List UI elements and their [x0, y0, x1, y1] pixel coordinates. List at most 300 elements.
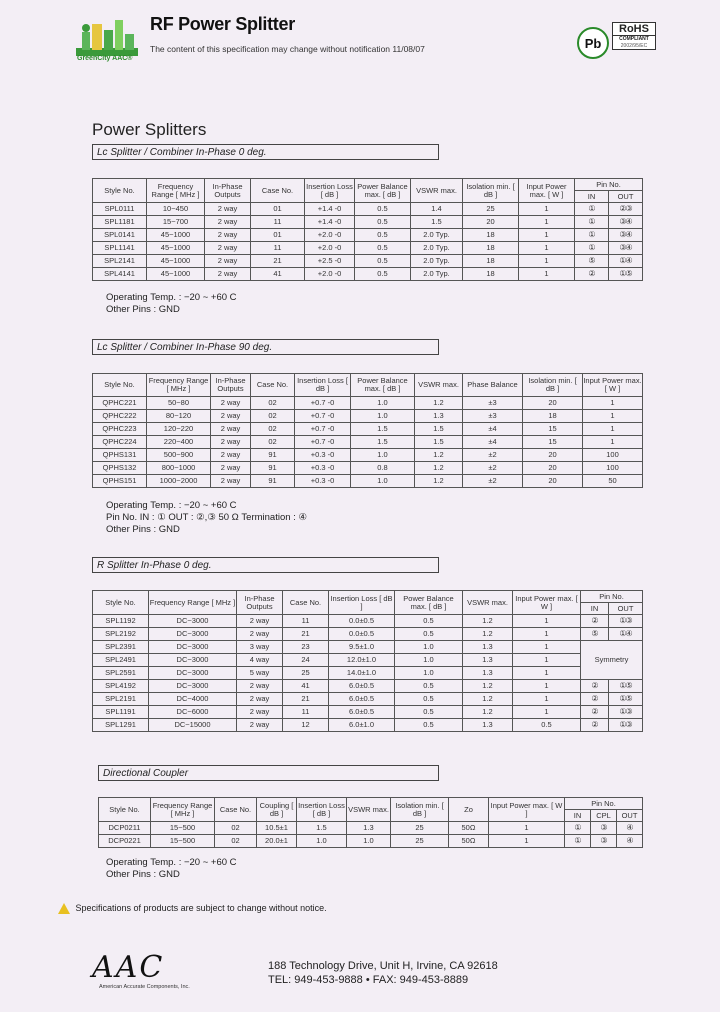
table-cell: DC~3000 — [149, 615, 237, 628]
table-cell: 2 way — [237, 615, 283, 628]
header-cell: Phase Balance — [463, 374, 523, 397]
table-cell: 1.2 — [463, 680, 513, 693]
table-cell: 2 way — [205, 229, 251, 242]
table-cell: 2 way — [211, 423, 251, 436]
table-cell: +1.4 -0 — [305, 203, 355, 216]
table-cell: 18 — [463, 229, 519, 242]
table-cell: 6.0±1.0 — [329, 719, 395, 732]
table-cell: 20 — [523, 475, 583, 488]
table-cell: 1 — [513, 628, 581, 641]
header-cell: Style No. — [93, 591, 149, 615]
table-row — [93, 667, 643, 680]
table-cell: 1.3 — [347, 822, 391, 835]
header-cell: Isolation min. [ dB ] — [463, 179, 519, 203]
table-cell: 15~700 — [147, 216, 205, 229]
header-cell: Case No. — [215, 798, 257, 822]
table-cell: ③ — [591, 835, 617, 848]
table-cell: ② — [581, 706, 609, 719]
table-cell: 2 way — [211, 449, 251, 462]
table-cell: 0.5 — [395, 615, 463, 628]
table-row — [93, 397, 643, 410]
symmetry-cell: Symmetry — [581, 641, 643, 680]
table-cell: 6.0±0.5 — [329, 680, 395, 693]
table-cell: 120~220 — [147, 423, 211, 436]
table-cell: 2.0 Typ. — [411, 255, 463, 268]
table-cell: SPL1192 — [93, 615, 149, 628]
table-cell: 24 — [283, 654, 329, 667]
table-cell: SPL1191 — [93, 706, 149, 719]
header-cell: OUT — [609, 191, 643, 203]
table-cell: 1 — [519, 229, 575, 242]
table-cell: 1 — [583, 397, 643, 410]
table-row — [93, 216, 643, 229]
svg-text:Pb: Pb — [584, 36, 602, 51]
table-cell: 0.5 — [355, 203, 411, 216]
table-cell: SPL0141 — [93, 229, 147, 242]
table-cell: 10~450 — [147, 203, 205, 216]
table-cell: QPHC224 — [93, 436, 147, 449]
table-cell: 18 — [463, 255, 519, 268]
table-cell: 1.0 — [351, 410, 415, 423]
table-cell: 6.0±0.5 — [329, 693, 395, 706]
s1-note-pins: Other Pins : GND — [106, 304, 180, 315]
table-cell: DC~6000 — [149, 706, 237, 719]
header-cell: Insertion Loss [ dB ] — [295, 374, 351, 397]
table-cell: 0.5 — [395, 719, 463, 732]
table-cell: SPL2391 — [93, 641, 149, 654]
table-header-row — [93, 591, 643, 603]
table-cell: SPL2141 — [93, 255, 147, 268]
table-cell: 91 — [251, 462, 295, 475]
table-cell: 500~900 — [147, 449, 211, 462]
table-cell: 02 — [251, 436, 295, 449]
table-cell: 2 way — [237, 693, 283, 706]
table-cell: DCP0211 — [99, 822, 151, 835]
header-cell: Pin No. — [581, 591, 643, 603]
table-cell: SPL4192 — [93, 680, 149, 693]
table-row — [93, 229, 643, 242]
table-cell: +0.7 -0 — [295, 436, 351, 449]
table-cell: 1 — [513, 641, 581, 654]
table-row — [93, 449, 643, 462]
table-cell: ④ — [617, 822, 643, 835]
header-cell: Insertion Loss [ dB ] — [329, 591, 395, 615]
table-cell: ①⑤ — [609, 268, 643, 281]
table-cell: 18 — [523, 410, 583, 423]
table-cell: ±4 — [463, 423, 523, 436]
table-cell: 01 — [251, 229, 305, 242]
table-cell: DC~3000 — [149, 654, 237, 667]
table-cell: ①③ — [609, 615, 643, 628]
table-cell: 25 — [391, 835, 449, 848]
rohs-directive: 2002/95/EC — [620, 43, 648, 49]
section-title-directional-coupler: Directional Coupler — [98, 765, 439, 781]
table-cell: 18 — [463, 268, 519, 281]
header-cell: Case No. — [283, 591, 329, 615]
table-row — [93, 641, 643, 654]
table-cell: 11 — [283, 615, 329, 628]
table-cell: 100 — [583, 449, 643, 462]
table-cell: 91 — [251, 449, 295, 462]
table-cell: SPL1291 — [93, 719, 149, 732]
table-cell: 1 — [583, 423, 643, 436]
page-title: Power Splitters — [92, 120, 207, 139]
table-cell: 14.0±1.0 — [329, 667, 395, 680]
header-cell: OUT — [609, 603, 643, 615]
table-cell: QPHS131 — [93, 449, 147, 462]
rohs-badge — [612, 22, 656, 50]
table-cell: 20 — [523, 397, 583, 410]
table-cell: 1 — [519, 242, 575, 255]
table-cell: 5 way — [237, 667, 283, 680]
table-cell: 9.5±1.0 — [329, 641, 395, 654]
s4-note-pins: Other Pins : GND — [106, 869, 180, 880]
table-cell: 0.5 — [355, 242, 411, 255]
table-cell: ±3 — [463, 397, 523, 410]
table-cell: ① — [575, 216, 609, 229]
table-cell: ±4 — [463, 436, 523, 449]
header-cell: Power Balance max. [ dB ] — [355, 179, 411, 203]
table-cell: +0.3 -0 — [295, 475, 351, 488]
header-cell: Frequency Range [ MHz ] — [147, 179, 205, 203]
table-cell: 02 — [215, 835, 257, 848]
logo-text: GreenCity AAC® — [77, 55, 133, 62]
table-cell: +0.3 -0 — [295, 449, 351, 462]
table-cell: ④ — [617, 835, 643, 848]
table-cell: 2 way — [211, 410, 251, 423]
table-cell: 18 — [463, 242, 519, 255]
table-cell: 1 — [489, 822, 565, 835]
table-cell: 45~1000 — [147, 229, 205, 242]
table-cell: 11 — [283, 706, 329, 719]
header-cell: Coupling [ dB ] — [257, 798, 297, 822]
header-cell: Pin No. — [565, 798, 643, 810]
table-cell: ①④ — [609, 255, 643, 268]
table-cell: QPHC221 — [93, 397, 147, 410]
table-cell: 41 — [251, 268, 305, 281]
table-cell: 23 — [283, 641, 329, 654]
table-cell: +2.5 -0 — [305, 255, 355, 268]
section-title-lc-inphase-0: Lc Splitter / Combiner In-Phase 0 deg. — [92, 144, 439, 160]
table-cell: +1.4 -0 — [305, 216, 355, 229]
table-cell: 1.2 — [463, 693, 513, 706]
table-cell: 10.5±1 — [257, 822, 297, 835]
table-cell: ①④ — [609, 628, 643, 641]
table-cell: 1.0 — [395, 641, 463, 654]
table-cell: 20.0±1 — [257, 835, 297, 848]
table-cell: 1.3 — [415, 410, 463, 423]
table-cell: 1 — [519, 216, 575, 229]
table-cell: 0.5 — [355, 216, 411, 229]
aac-brand-subtitle: American Accurate Components, Inc. — [99, 984, 190, 990]
table-cell: +0.7 -0 — [295, 410, 351, 423]
section-title-lc-inphase-90: Lc Splitter / Combiner In-Phase 90 deg. — [92, 339, 439, 355]
table-cell: ③④ — [609, 242, 643, 255]
table-cell: ② — [581, 719, 609, 732]
header-cell: CPL — [591, 810, 617, 822]
company-address: 188 Technology Drive, Unit H, Irvine, CA 92618 — [268, 960, 498, 972]
table-cell: 1.3 — [463, 719, 513, 732]
table-row — [93, 475, 643, 488]
header-cell: Style No. — [99, 798, 151, 822]
table-cell: QPHC223 — [93, 423, 147, 436]
header-cell: Zo — [449, 798, 489, 822]
table-cell: 1 — [513, 654, 581, 667]
table-cell: 1 — [519, 203, 575, 216]
table-cell: 1.2 — [463, 615, 513, 628]
table-row — [93, 615, 643, 628]
table-cell: 2 way — [211, 397, 251, 410]
table-cell: 25 — [391, 822, 449, 835]
table-cell: ③ — [591, 822, 617, 835]
table-cell: 15 — [523, 423, 583, 436]
table-row — [93, 255, 643, 268]
table-cell: ±2 — [463, 449, 523, 462]
table-cell: 45~1000 — [147, 268, 205, 281]
table-cell: 15 — [523, 436, 583, 449]
table-cell: 1 — [513, 693, 581, 706]
table-cell: ① — [565, 835, 591, 848]
table-cell: 0.5 — [355, 255, 411, 268]
table-cell: ①⑤ — [609, 693, 643, 706]
table-cell: 80~120 — [147, 410, 211, 423]
table-cell: 50 — [583, 475, 643, 488]
footer-warning — [58, 903, 327, 914]
table-cell: ①⑤ — [609, 680, 643, 693]
warning-icon — [58, 903, 70, 914]
table-cell: SPL1141 — [93, 242, 147, 255]
table-cell: 1.5 — [351, 436, 415, 449]
table-header-row — [99, 798, 643, 810]
header-cell: IN — [581, 603, 609, 615]
table-cell: 2 way — [205, 216, 251, 229]
header-cell: Frequency Range [ MHz ] — [151, 798, 215, 822]
table-cell: ⑤ — [575, 255, 609, 268]
table-cell: 45~1000 — [147, 255, 205, 268]
table-cell: ② — [581, 615, 609, 628]
table-cell: 1.3 — [463, 667, 513, 680]
table-cell: 0.0±0.5 — [329, 615, 395, 628]
table-row — [93, 654, 643, 667]
header-cell: Isolation min. [ dB ] — [391, 798, 449, 822]
table-cell: 20 — [523, 462, 583, 475]
table-cell: DC~3000 — [149, 680, 237, 693]
table-cell: QPHS151 — [93, 475, 147, 488]
table-cell: 1 — [519, 268, 575, 281]
rohs-title: RoHS — [613, 23, 655, 36]
table-cell: 91 — [251, 475, 295, 488]
table-cell: 0.5 — [395, 706, 463, 719]
table-lc-inphase-90 — [92, 373, 643, 488]
table-cell: 45~1000 — [147, 242, 205, 255]
table-row — [93, 268, 643, 281]
table-cell: DCP0221 — [99, 835, 151, 848]
table-cell: ① — [565, 822, 591, 835]
table-cell: 1.0 — [351, 397, 415, 410]
table-cell: ③④ — [609, 229, 643, 242]
table-cell: 0.5 — [513, 719, 581, 732]
header-cell: OUT — [617, 810, 643, 822]
table-cell: 800~1000 — [147, 462, 211, 475]
table-cell: 15~500 — [151, 822, 215, 835]
table-cell: 0.5 — [395, 680, 463, 693]
table-cell: 220~400 — [147, 436, 211, 449]
table-cell: 1 — [513, 706, 581, 719]
table-row — [93, 462, 643, 475]
table-cell: 02 — [215, 822, 257, 835]
table-cell: 02 — [251, 410, 295, 423]
table-cell: 15~500 — [151, 835, 215, 848]
table-cell: 6.0±0.5 — [329, 706, 395, 719]
table-cell: 0.8 — [351, 462, 415, 475]
table-cell: DC~4000 — [149, 693, 237, 706]
table-cell: DC~3000 — [149, 667, 237, 680]
table-cell: 1.5 — [351, 423, 415, 436]
table-cell: 21 — [283, 628, 329, 641]
table-cell: SPL1181 — [93, 216, 147, 229]
table-cell: 11 — [251, 216, 305, 229]
table-cell: ② — [575, 268, 609, 281]
table-row — [93, 628, 643, 641]
table-cell: 1.0 — [351, 475, 415, 488]
table-cell: ③④ — [609, 216, 643, 229]
table-cell: 2 way — [205, 255, 251, 268]
header-cell: Style No. — [93, 179, 147, 203]
table-cell: 1.0 — [347, 835, 391, 848]
header-cell: Frequency Range [ MHz ] — [149, 591, 237, 615]
header-cell: Isolation min. [ dB ] — [523, 374, 583, 397]
table-cell: 2 way — [205, 242, 251, 255]
table-cell: 1 — [513, 680, 581, 693]
table-cell: 1.0 — [351, 449, 415, 462]
table-cell: 0.5 — [395, 628, 463, 641]
header-cell: VSWR max. — [415, 374, 463, 397]
table-cell: 2.0 Typ. — [411, 268, 463, 281]
rohs-compliant: COMPLIANT — [619, 36, 649, 42]
header-cell: Case No. — [251, 374, 295, 397]
table-cell: 0.5 — [395, 693, 463, 706]
table-cell: 20 — [463, 216, 519, 229]
s2-note-pins: Pin No. IN : ① OUT : ②,③ 50 Ω Termination : ④ — [106, 512, 307, 523]
table-cell: 2 way — [205, 203, 251, 216]
table-cell: 1 — [583, 410, 643, 423]
table-cell: 1.5 — [411, 216, 463, 229]
table-cell: ② — [581, 680, 609, 693]
table-header-row — [93, 374, 643, 397]
table-cell: 2 way — [237, 628, 283, 641]
table-cell: 1 — [513, 615, 581, 628]
table-cell: 1.2 — [415, 475, 463, 488]
table-cell: 02 — [251, 423, 295, 436]
table-cell: 50Ω — [449, 835, 489, 848]
table-cell: 2.0 Typ. — [411, 229, 463, 242]
table-row — [93, 203, 643, 216]
table-cell: 1 — [513, 667, 581, 680]
table-cell: +2.0 -0 — [305, 229, 355, 242]
table-row — [93, 719, 643, 732]
header-cell: IN — [565, 810, 591, 822]
table-cell: 1.5 — [415, 423, 463, 436]
table-cell: ① — [575, 242, 609, 255]
table-cell: DC~3000 — [149, 641, 237, 654]
header-cell: Power Balance max. [ dB ] — [395, 591, 463, 615]
table-cell: 12.0±1.0 — [329, 654, 395, 667]
table-cell: 0.0±0.5 — [329, 628, 395, 641]
table-cell: SPL0111 — [93, 203, 147, 216]
table-row — [93, 706, 643, 719]
table-cell: ±2 — [463, 462, 523, 475]
table-cell: 1000~2000 — [147, 475, 211, 488]
table-cell: ① — [575, 203, 609, 216]
table-cell: 1.3 — [463, 654, 513, 667]
table-cell: 1.2 — [415, 397, 463, 410]
table-cell: 25 — [283, 667, 329, 680]
table-cell: 21 — [251, 255, 305, 268]
table-cell: +0.7 -0 — [295, 397, 351, 410]
header-cell: Pin No. — [575, 179, 643, 191]
header-cell: VSWR max. — [347, 798, 391, 822]
table-cell: ② — [581, 693, 609, 706]
table-cell: 2 way — [237, 719, 283, 732]
s1-note-temp: Operating Temp. : −20 ~ +60 C — [106, 292, 237, 303]
table-cell: 100 — [583, 462, 643, 475]
table-lc-inphase-0 — [92, 178, 643, 281]
table-cell: 2 way — [205, 268, 251, 281]
table-cell: 20 — [523, 449, 583, 462]
header-cell: VSWR max. — [411, 179, 463, 203]
table-row — [99, 835, 643, 848]
table-directional-coupler — [98, 797, 643, 848]
company-phone-fax: TEL: 949-453-9888 • FAX: 949-453-8889 — [268, 974, 469, 986]
table-cell: 02 — [251, 397, 295, 410]
table-cell: ②③ — [609, 203, 643, 216]
table-cell: 01 — [251, 203, 305, 216]
table-cell: DC~15000 — [149, 719, 237, 732]
table-cell: 11 — [251, 242, 305, 255]
header-cell: Input Power max. [ W ] — [513, 591, 581, 615]
table-cell: ① — [575, 229, 609, 242]
table-cell: 1.2 — [415, 449, 463, 462]
table-row — [93, 680, 643, 693]
table-cell: 0.5 — [355, 229, 411, 242]
table-cell: 1.4 — [411, 203, 463, 216]
table-cell: 2 way — [237, 706, 283, 719]
header-cell: Insertion Loss [ dB ] — [297, 798, 347, 822]
table-cell: SPL4141 — [93, 268, 147, 281]
table-cell: 1.2 — [463, 628, 513, 641]
table-cell: ±3 — [463, 410, 523, 423]
s2-note-temp: Operating Temp. : −20 ~ +60 C — [106, 500, 237, 511]
table-cell: 4 way — [237, 654, 283, 667]
lead-free-pb-icon — [576, 26, 610, 60]
document-title: RF Power Splitter — [150, 14, 295, 34]
table-cell: 50~80 — [147, 397, 211, 410]
header-cell: Input Power max. [ W ] — [519, 179, 575, 203]
table-cell: 1.5 — [297, 822, 347, 835]
table-cell: 25 — [463, 203, 519, 216]
table-cell: SPL2491 — [93, 654, 149, 667]
table-cell: 2.0 Typ. — [411, 242, 463, 255]
table-cell: 21 — [283, 693, 329, 706]
header-cell: Power Balance max. [ dB ] — [351, 374, 415, 397]
table-cell: +2.0 -0 — [305, 268, 355, 281]
table-cell: 1.0 — [395, 667, 463, 680]
header-cell: IN — [575, 191, 609, 203]
document-subtitle: The content of this specification may change without notification 11/08/07 — [150, 44, 425, 54]
header-cell: Input Power max. [ W ] — [489, 798, 565, 822]
table-cell: 1.2 — [463, 706, 513, 719]
header-cell: Insertion Loss [ dB ] — [305, 179, 355, 203]
